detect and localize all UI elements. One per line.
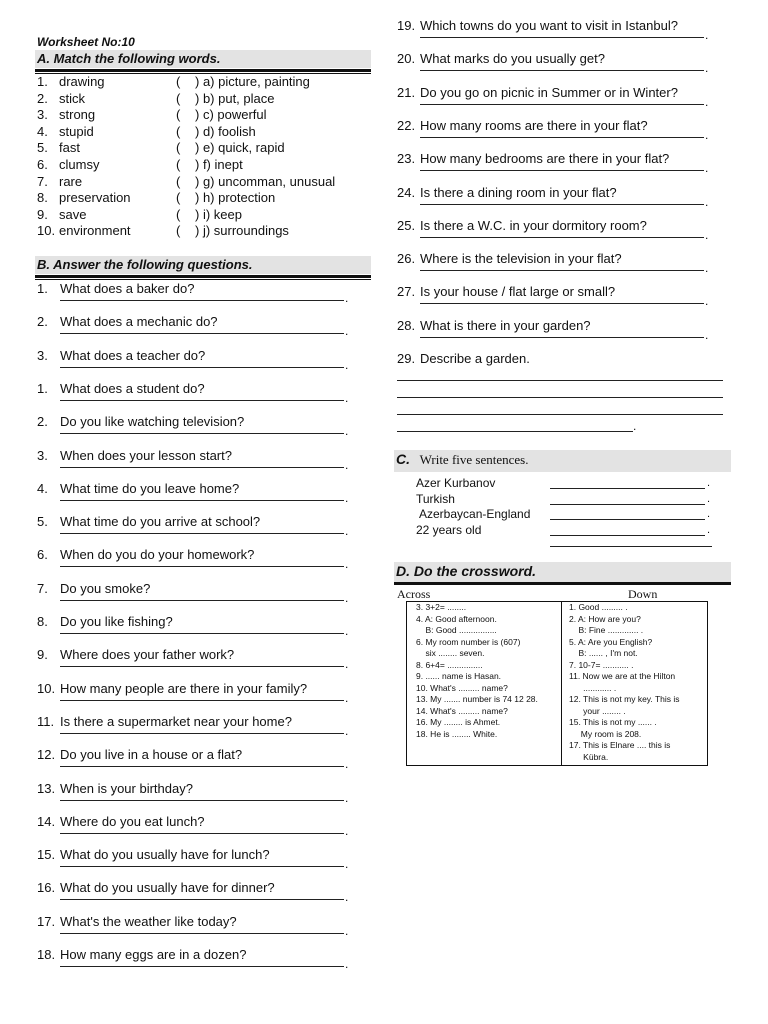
match-item [37, 140, 377, 156]
question-number: 20. [397, 51, 416, 67]
across-label: Across [397, 587, 431, 601]
item-number: 10. [37, 223, 56, 239]
question-number: 4. [37, 480, 48, 496]
crossword-clue: ............ . [569, 682, 617, 693]
question-text: What does a baker do? [60, 281, 195, 296]
question-text: Do you like watching television? [60, 414, 245, 430]
period: . [345, 624, 349, 638]
question-text: Describe a garden. [420, 351, 530, 366]
section-c-heading [394, 450, 731, 472]
period: . [345, 923, 349, 938]
crossword-clue: 3. 3+2= ........ [416, 602, 467, 612]
period: . [705, 94, 709, 109]
period: . [345, 757, 349, 772]
question-item [37, 880, 357, 910]
question-text: How many rooms are there in your flat? [420, 117, 648, 133]
item-number: 2. [37, 90, 48, 106]
question-item [397, 151, 717, 181]
question-number: 5. [37, 514, 48, 530]
crossword-clue: 1. Good ......... . [569, 602, 628, 612]
question-item [37, 348, 357, 378]
question-text: Where does your father work? [60, 647, 235, 663]
crossword-clue: My room is 208. [569, 728, 642, 739]
match-definition: ) j) surroundings [195, 223, 289, 239]
period: . [633, 419, 637, 433]
match-definition: ) c) powerful [195, 107, 267, 123]
question-number: 14. [37, 813, 56, 829]
match-item [37, 74, 377, 90]
answer-line[interactable] [420, 298, 704, 304]
match-word: rare [59, 173, 83, 189]
question-text: Do you go on picnic in Summer or in Winter? [420, 84, 678, 100]
crossword-clue: 5. A: Are you English? [569, 636, 653, 647]
question-number: 17. [37, 913, 56, 929]
period: . [345, 890, 349, 905]
question-number: 9. [37, 647, 48, 663]
answer-line[interactable] [60, 661, 344, 667]
section-c-instruction: Write five sentences. [419, 452, 529, 467]
period: . [705, 61, 709, 76]
question-number: 27. [397, 284, 416, 300]
crossword-clue: B: ...... , I'm not. [569, 648, 638, 658]
question-item [397, 51, 717, 81]
section-b-rule-thin [35, 279, 371, 280]
question-item [37, 481, 357, 511]
period: . [705, 194, 709, 209]
match-definition: ) i) keep [195, 206, 242, 222]
answer-line[interactable] [60, 495, 344, 501]
question-item [397, 185, 717, 215]
crossword-clue: 13. My ....... number is 74 12 28. [416, 694, 538, 704]
question-item [37, 681, 357, 711]
section-d-rule [394, 582, 731, 585]
period: . [705, 161, 709, 176]
answer-line[interactable] [397, 414, 723, 415]
answer-blank[interactable]: ( [176, 123, 181, 139]
crossword-clue: 16. My ........ is Ahmet. [416, 717, 501, 727]
period: . [705, 294, 709, 309]
answer-blank[interactable]: ( [176, 190, 181, 206]
period: . [707, 492, 711, 505]
item-number: 3. [37, 107, 48, 123]
answer-line[interactable] [60, 761, 344, 767]
question-number: 12. [37, 747, 56, 763]
match-word: environment [59, 223, 131, 239]
match-definition: ) a) picture, painting [195, 74, 310, 89]
question-text: How many bedrooms are there in your flat? [420, 151, 670, 167]
match-word: strong [59, 107, 96, 123]
answer-line[interactable] [397, 431, 633, 432]
match-item [37, 190, 377, 206]
period: . [345, 723, 349, 738]
answer-line[interactable] [550, 519, 705, 520]
question-text: What time do you leave home? [60, 480, 240, 496]
crossword-clue: your ........ . [569, 705, 626, 716]
question-item [37, 914, 357, 944]
answer-line[interactable] [60, 528, 344, 534]
crossword-clue: 10. What's ......... name? [416, 682, 508, 693]
question-item [37, 947, 357, 977]
answer-line[interactable] [60, 795, 344, 801]
answer-blank[interactable]: ( [176, 107, 181, 123]
answer-blank[interactable]: ( [176, 157, 181, 172]
match-item [37, 207, 377, 223]
crossword-clue: 15. This is not my ...... . [569, 717, 657, 727]
answer-line[interactable] [550, 504, 705, 505]
question-number: 11. [37, 713, 55, 729]
question-item [37, 314, 357, 344]
question-text: What does a student do? [60, 380, 205, 396]
section-c-letter: C. [396, 451, 410, 467]
question-item [397, 218, 717, 248]
match-word: stupid [59, 123, 94, 139]
period: . [707, 508, 711, 520]
period: . [707, 523, 711, 536]
period: . [345, 790, 349, 805]
item-number: 9. [37, 206, 48, 222]
item-number: 8. [37, 190, 48, 206]
crossword-clue: 4. A: Good afternoon. [416, 613, 497, 624]
question-text: When does your lesson start? [60, 447, 232, 463]
period: . [345, 857, 349, 872]
crossword-clue: 12. This is not my key. This is [569, 694, 680, 704]
question-text: What do you usually have for lunch? [60, 847, 270, 863]
question-number: 22. [397, 117, 416, 133]
section-a-rule [35, 69, 371, 72]
question-text: What does a mechanic do? [60, 314, 218, 330]
question-text: Do you smoke? [60, 580, 151, 596]
period: . [707, 477, 711, 489]
match-item [37, 124, 377, 140]
period: . [345, 524, 349, 539]
question-text: Where is the television in your flat? [420, 251, 622, 267]
answer-line[interactable] [60, 561, 344, 567]
answer-line[interactable] [60, 695, 344, 701]
question-text: Do you live in a house or a flat? [60, 747, 243, 763]
question-number: 26. [397, 251, 416, 267]
question-number: 19. [397, 18, 416, 33]
question-number: 8. [37, 614, 48, 629]
section-d-heading: D. Do the crossword. [394, 562, 731, 582]
question-number: 13. [37, 780, 56, 796]
question-item [37, 714, 357, 744]
answer-line[interactable] [420, 32, 704, 38]
crossword-clue: B: Fine ............. . [569, 625, 644, 635]
answer-line[interactable] [60, 428, 344, 434]
question-text: Which towns do you want to visit in Istanbul? [420, 18, 678, 33]
question-number: 3. [37, 347, 48, 363]
question-number: 28. [397, 317, 416, 333]
question-number: 16. [37, 880, 56, 896]
match-definition: ) f) inept [195, 157, 243, 172]
question-text: Is there a dining room in your flat? [420, 184, 617, 200]
item-number: 5. [37, 140, 48, 156]
crossword-clue: 18. He is ........ White. [416, 728, 498, 739]
answer-line[interactable] [550, 488, 705, 489]
question-item [37, 814, 357, 844]
question-item [37, 847, 357, 877]
item-number: 4. [37, 123, 48, 139]
match-word: fast [59, 140, 80, 156]
answer-line[interactable] [550, 546, 712, 547]
crossword-clue: Kübra. [569, 751, 609, 762]
question-text: What do you usually have for dinner? [60, 880, 275, 896]
period: . [345, 657, 349, 672]
answer-line[interactable] [420, 99, 704, 105]
question-text: Is there a supermarket near your home? [60, 713, 292, 729]
question-number: 24. [397, 184, 416, 200]
person-detail: Turkish [416, 491, 455, 506]
question-text: Is your house / flat large or small? [420, 284, 616, 300]
worksheet-title: Worksheet No:10 [37, 35, 135, 49]
crossword-clue: 6. My room number is (607) [416, 636, 521, 647]
answer-line[interactable] [60, 928, 344, 934]
question-number: 15. [37, 847, 56, 863]
period: . [345, 390, 349, 405]
period: . [345, 357, 349, 372]
question-item [397, 251, 717, 281]
question-item [37, 647, 357, 677]
match-definition: ) d) foolish [195, 123, 256, 139]
answer-line[interactable] [420, 132, 704, 138]
question-number: 1. [37, 281, 48, 296]
match-word: save [59, 206, 87, 222]
question-item [37, 747, 357, 777]
answer-line[interactable] [397, 380, 723, 381]
question-item [397, 318, 717, 348]
answer-line[interactable] [60, 628, 344, 634]
match-word: stick [59, 90, 85, 106]
period: . [705, 28, 709, 42]
question-number: 29. [397, 351, 416, 366]
question-text: What's the weather like today? [60, 913, 237, 929]
question-number: 3. [37, 447, 48, 463]
answer-line[interactable] [60, 828, 344, 834]
crossword-clue: 17. This is Elnare .... this is [569, 740, 671, 750]
answer-blank[interactable]: ( [176, 140, 181, 156]
crossword-clue: 9. ...... name is Hasan. [416, 671, 502, 681]
person-detail: Azer Kurbanov [416, 476, 496, 490]
match-definition: ) h) protection [195, 190, 276, 206]
question-item [37, 614, 357, 644]
question-text: Where do you eat lunch? [60, 813, 205, 829]
section-b-heading: B. Answer the following questions. [35, 256, 371, 274]
period: . [705, 127, 709, 142]
question-item [37, 781, 357, 811]
answer-line[interactable] [420, 232, 704, 238]
answer-line[interactable] [550, 535, 705, 536]
match-word: clumsy [59, 157, 100, 172]
period: . [345, 457, 349, 472]
question-item [397, 85, 717, 115]
answer-line[interactable] [60, 462, 344, 468]
question-text: How many eggs are in a dozen? [60, 947, 247, 962]
question-number: 18. [37, 947, 56, 962]
period: . [345, 424, 349, 439]
question-number: 1. [37, 380, 48, 396]
period: . [345, 823, 349, 838]
item-number: 6. [37, 157, 48, 172]
match-item [37, 174, 377, 190]
question-number: 10. [37, 680, 56, 696]
period: . [705, 227, 709, 242]
question-item [37, 547, 357, 577]
answer-line[interactable] [60, 728, 344, 734]
period: . [345, 557, 349, 572]
match-word: drawing [59, 74, 105, 89]
answer-line[interactable] [420, 332, 704, 338]
crossword-clue: 2. A: How are you? [569, 613, 641, 624]
answer-line[interactable] [420, 165, 704, 171]
question-item [397, 351, 717, 381]
period: . [705, 327, 709, 342]
match-definition: ) e) quick, rapid [195, 140, 285, 156]
person-detail: Azerbaycan-England [419, 507, 531, 521]
crossword-clue: B: Good ................ [416, 625, 497, 635]
answer-blank[interactable]: ( [176, 173, 181, 189]
period: . [345, 590, 349, 605]
match-item [37, 223, 377, 239]
question-item [397, 18, 717, 48]
question-item [37, 281, 357, 311]
match-definition: ) b) put, place [195, 90, 275, 106]
person-detail: 22 years old [416, 522, 482, 537]
question-text: What time do you arrive at school? [60, 514, 261, 530]
crossword-clue: 7. 10-7= ........... . [569, 659, 634, 670]
question-text: What does a teacher do? [60, 347, 206, 363]
question-item [37, 414, 357, 444]
period: . [345, 690, 349, 705]
question-number: 25. [397, 217, 416, 233]
answer-line[interactable] [60, 961, 344, 967]
period: . [345, 490, 349, 505]
period: . [345, 324, 349, 339]
down-label: Down [628, 587, 658, 601]
question-text: Is there a W.C. in your dormitory room? [420, 217, 647, 233]
crossword-divider [561, 601, 562, 766]
period: . [705, 261, 709, 276]
answer-blank[interactable]: ( [176, 223, 181, 239]
crossword-clue: six ........ seven. [416, 648, 485, 658]
crossword-clue: 14. What's ......... name? [416, 705, 508, 716]
answer-line[interactable] [60, 362, 344, 368]
section-a-heading: A. Match the following words. [35, 50, 371, 68]
item-number: 1. [37, 74, 48, 89]
question-number: 23. [397, 151, 416, 167]
question-number: 7. [37, 580, 48, 596]
question-number: 2. [37, 314, 48, 330]
answer-line[interactable] [60, 595, 344, 601]
item-number: 7. [37, 173, 48, 189]
question-number: 6. [37, 547, 48, 563]
match-item [37, 107, 377, 123]
question-number: 2. [37, 414, 48, 430]
crossword-clue: 8. 6+4= ............... [416, 659, 483, 670]
answer-blank[interactable]: ( [176, 74, 181, 89]
answer-line[interactable] [60, 328, 344, 334]
question-text: How many people are there in your family? [60, 680, 308, 696]
question-item [37, 514, 357, 544]
match-word: preservation [59, 190, 131, 206]
period: . [345, 957, 349, 971]
match-item [37, 157, 377, 173]
question-text: When do you do your homework? [60, 547, 255, 563]
question-text: When is your birthday? [60, 780, 193, 796]
answer-line[interactable] [60, 894, 344, 900]
question-text: What is there in your garden? [420, 317, 591, 333]
section-b-rule [35, 275, 371, 278]
match-definition: ) g) uncomman, unusual [195, 173, 336, 189]
question-text: Do you like fishing? [60, 614, 173, 629]
question-item [37, 581, 357, 611]
answer-line[interactable] [60, 295, 344, 301]
question-number: 21. [397, 84, 416, 100]
match-item [37, 91, 377, 107]
question-item [397, 118, 717, 148]
answer-line[interactable] [420, 265, 704, 271]
question-text: What marks do you usually get? [420, 51, 605, 67]
question-item [397, 284, 717, 314]
answer-line[interactable] [60, 395, 344, 401]
period: . [345, 291, 349, 305]
answer-line[interactable] [420, 199, 704, 205]
answer-blank[interactable]: ( [176, 206, 181, 222]
answer-line[interactable] [60, 861, 344, 867]
answer-line[interactable] [397, 397, 723, 398]
question-item [37, 448, 357, 478]
answer-blank[interactable]: ( [176, 90, 181, 106]
crossword-clue: 11. Now we are at the Hilton [569, 671, 676, 681]
question-item [37, 381, 357, 411]
answer-line[interactable] [420, 65, 704, 71]
